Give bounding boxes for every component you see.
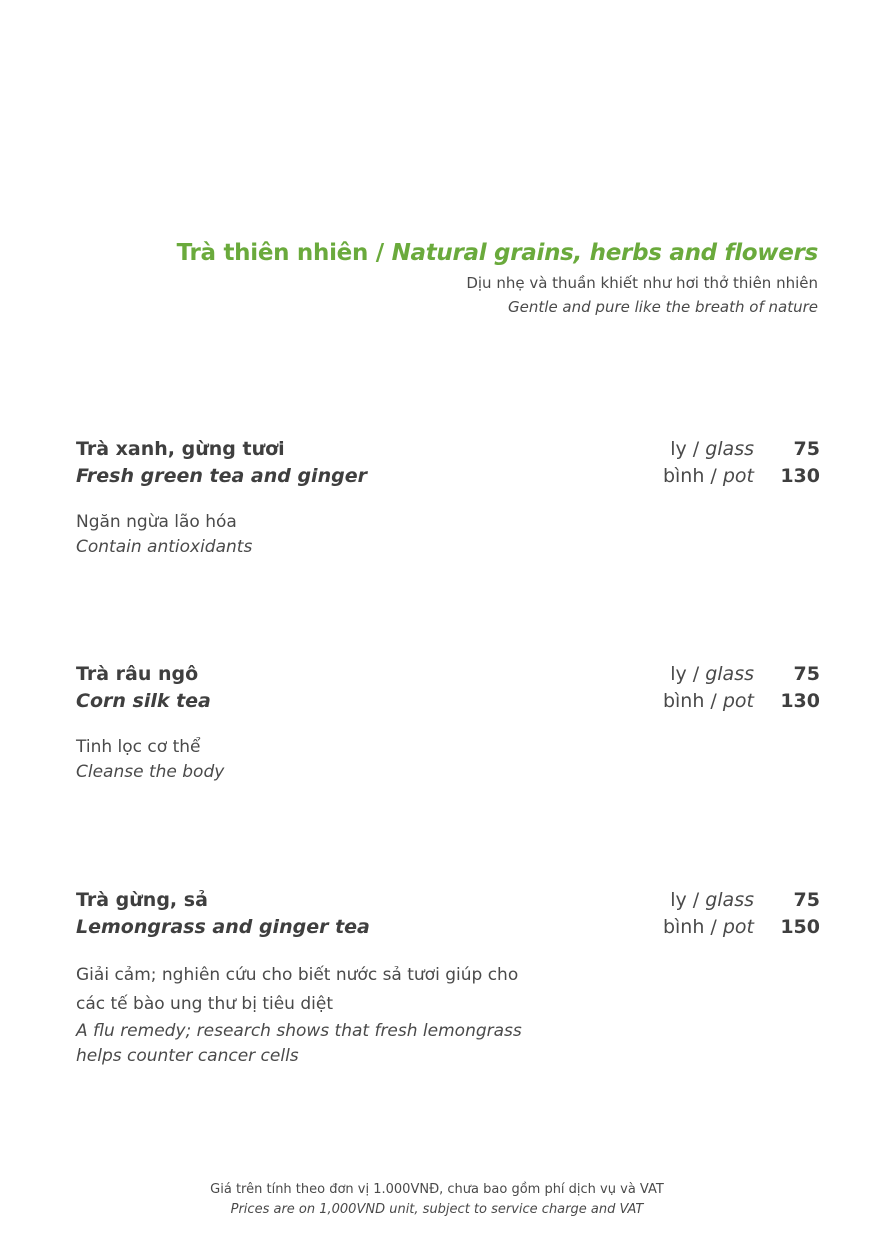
item-name-vi: Trà râu ngô (76, 663, 199, 685)
section-title (177, 240, 818, 266)
section-header (177, 240, 818, 316)
item-description-vi: Giải cảm; nghiên cứu cho biết nước sả tươi giúp cho các tế bào ung thư bị tiêu diệt (76, 965, 519, 1014)
item-description-en: Cleanse the body (76, 762, 225, 782)
item-description-en: A flu remedy; research shows that fresh lemongrass helps counter cancer cells (76, 1021, 522, 1066)
price-footnote (0, 1180, 874, 1220)
section-title-en: Natural grains, herbs and flowers (391, 240, 818, 266)
footnote-vi: Giá trên tính theo đơn vị 1.000VNĐ, chưa bao gồm phí dịch vụ và VAT (210, 1182, 664, 1197)
item-row-pot (76, 465, 820, 492)
price-pot: 130 (780, 465, 820, 487)
menu-item-lemongrass-ginger-tea (76, 889, 820, 1069)
item-description (76, 735, 546, 785)
item-row-pot (76, 916, 820, 943)
price-glass: 75 (793, 438, 820, 460)
size-pot: bình / pot (662, 916, 754, 938)
price-pot: 150 (780, 916, 820, 938)
item-row-pot (76, 690, 820, 717)
size-pot: bình / pot (662, 690, 754, 712)
item-name-vi: Trà gừng, sả (76, 889, 208, 911)
price-pot: 130 (780, 690, 820, 712)
menu-item-green-tea-ginger (76, 438, 820, 560)
item-row-glass (76, 663, 820, 690)
menu-item-corn-silk-tea (76, 663, 820, 785)
item-description-en: Contain antioxidants (76, 537, 253, 557)
item-name-en: Lemongrass and ginger tea (76, 916, 370, 938)
item-name-vi: Trà xanh, gừng tươi (76, 438, 285, 460)
item-description-vi: Ngăn ngừa lão hóa (76, 512, 237, 532)
size-glass: ly / glass (670, 889, 754, 911)
size-glass: ly / glass (670, 438, 754, 460)
item-row-glass (76, 889, 820, 916)
section-subtitle-en: Gentle and pure like the breath of nature (508, 298, 818, 316)
size-pot: bình / pot (662, 465, 754, 487)
section-subtitle-vi: Dịu nhẹ và thuần khiết như hơi thở thiên nhiên (466, 274, 818, 292)
size-glass: ly / glass (670, 663, 754, 685)
footnote-en: Prices are on 1,000VND unit, subject to service charge and VAT (230, 1202, 644, 1217)
item-description (76, 510, 546, 560)
item-name-en: Corn silk tea (76, 690, 211, 712)
price-glass: 75 (793, 663, 820, 685)
item-description-vi: Tinh lọc cơ thể (76, 737, 201, 757)
section-title-vi: Trà thiên nhiên / (176, 240, 384, 266)
price-glass: 75 (793, 889, 820, 911)
item-row-glass (76, 438, 820, 465)
item-name-en: Fresh green tea and ginger (76, 465, 367, 487)
item-description (76, 961, 546, 1069)
